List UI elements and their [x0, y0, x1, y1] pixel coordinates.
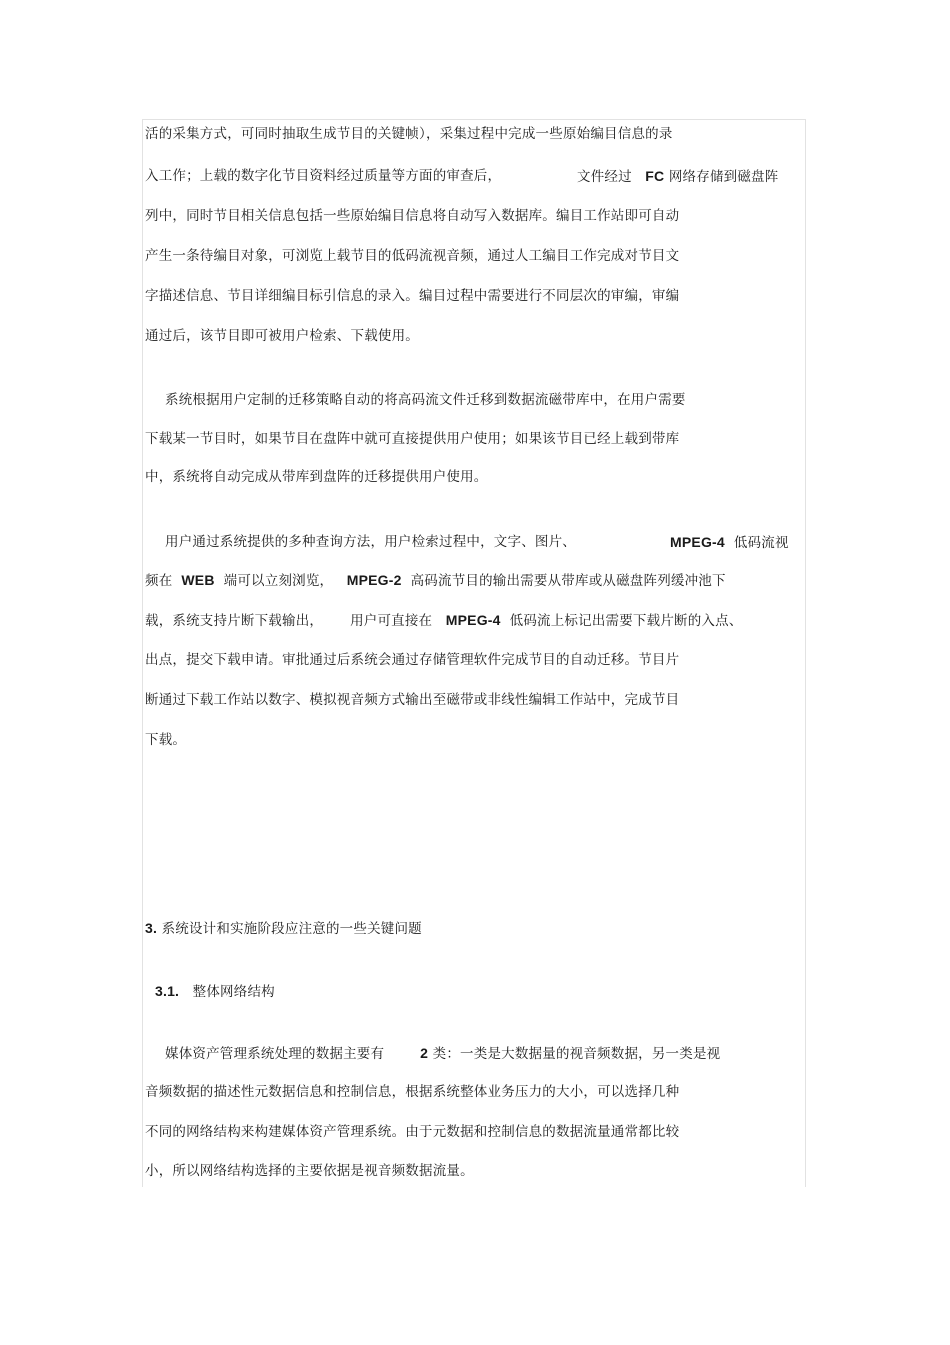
term-web: WEB: [181, 572, 215, 588]
text-span: 用户可直接在: [350, 613, 433, 629]
text-line: 字描述信息、节目详细编目标引信息的录入。编目过程中需要进行不同层次的审编，审编: [145, 288, 680, 304]
text-line: [670, 532, 789, 553]
text-span: 频在: [145, 573, 173, 589]
text-line: 不同的网络结构来构建媒体资产管理系统。由于元数据和控制信息的数据流量通常都比较: [145, 1124, 680, 1140]
text-line: 活的采集方式，可同时抽取生成节目的关键帧），采集过程中完成一些原始编目信息的录: [145, 126, 673, 142]
text-line: [577, 166, 778, 187]
text-line: 下载某一节目时，如果节目在盘阵中就可直接提供用户使用；如果该节目已经上载到带库: [145, 431, 680, 447]
text-line: 中，系统将自动完成从带库到盘阵的迁移提供用户使用。: [145, 469, 488, 485]
term-mpeg4: MPEG-4: [445, 612, 501, 628]
text-span: 低码流视: [733, 535, 789, 551]
text-span: 高码流节目的输出需要从带库或从磁盘阵列缓冲池下: [410, 573, 726, 589]
text-span: 端可以立刻浏览，: [223, 573, 334, 589]
text-line: 系统根据用户定制的迁移策略自动的将高码流文件迁移到数据流磁带库中，在用户需要: [165, 392, 686, 408]
text-span: 载，系统支持片断下载输出，: [145, 613, 324, 629]
text-line: [145, 610, 743, 631]
text-line: 音频数据的描述性元数据信息和控制信息，根据系统整体业务压力的大小，可以选择几种: [145, 1084, 680, 1100]
subsection-heading: [155, 981, 275, 1002]
text-line: [165, 1043, 720, 1064]
text-span: 网络存储到磁盘阵: [668, 169, 779, 185]
subsection-title: 整体网络结构: [192, 984, 275, 1000]
text-line: 通过后，该节目即可被用户检索、下载使用。: [145, 328, 419, 344]
term-fc: FC: [645, 168, 665, 184]
text-span: 入工作；上载的数字化节目资料经过质量等方面的审查后，: [145, 168, 502, 184]
text-line: 列中，同时节目相关信息包括一些原始编目信息将自动写入数据库。编目工作站即可自动: [145, 208, 680, 224]
text-span: 媒体资产管理系统处理的数据主要有: [165, 1046, 385, 1062]
term-mpeg4: MPEG-4: [670, 534, 725, 550]
text-span: 文件经过: [577, 169, 632, 185]
number-2: 2: [420, 1045, 429, 1061]
text-span: 低码流上标记出需要下载片断的入点、: [509, 613, 743, 629]
text-span: 类：一类是大数据量的视音频数据，另一类是视: [432, 1046, 721, 1062]
text-line: 用户通过系统提供的多种查询方法，用户检索过程中，文字、图片、: [165, 534, 576, 550]
text-line: [145, 166, 501, 186]
text-line: 出点，提交下载申请。审批通过后系统会通过存储管理软件完成节目的自动迁移。节目片: [145, 652, 680, 668]
subsection-number: 3.1.: [155, 983, 180, 999]
text-line: 产生一条待编目对象，可浏览上载节目的低码流视音频，通过人工编目工作完成对节目文: [145, 248, 680, 264]
text-line: 小，所以网络结构选择的主要依据是视音频数据流量。: [145, 1163, 474, 1179]
term-mpeg2: MPEG-2: [346, 572, 402, 588]
section-heading: [145, 918, 422, 939]
section-number: 3.: [145, 920, 158, 936]
text-line: 断通过下载工作站以数字、模拟视音频方式输出至磁带或非线性编辑工作站中，完成节目: [145, 692, 680, 708]
section-title: 系统设计和实施阶段应注意的一些关键问题: [161, 921, 422, 937]
text-line: [145, 570, 726, 591]
text-line: 下载。: [145, 732, 187, 748]
